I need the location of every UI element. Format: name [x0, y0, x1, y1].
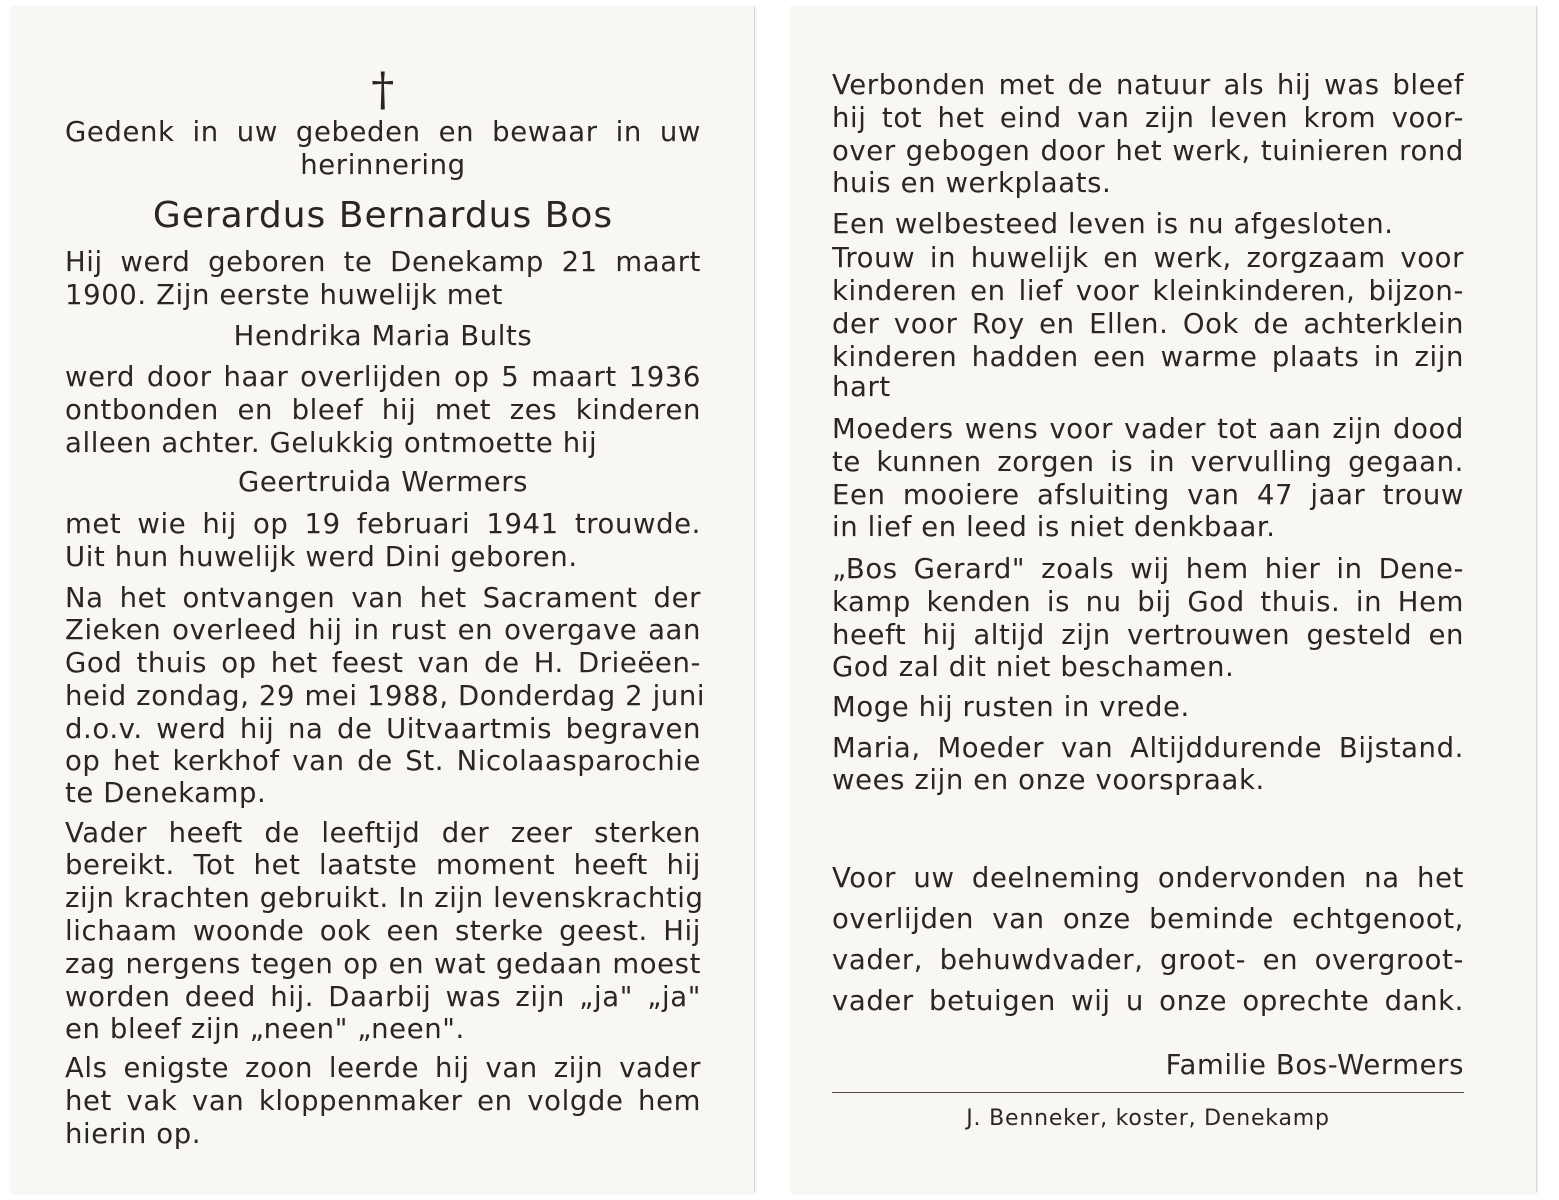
prayer-line: wees zijn en onze voorspraak.	[832, 764, 1265, 796]
thanks-line: overlijden van onze beminde echtgenoot,	[832, 903, 1464, 935]
character-line: lichaam woonde ook een sterke geest. Hij	[65, 915, 701, 947]
life-line: Trouw in huwelijk en werk, zorgzaam voor	[832, 242, 1464, 274]
nature-line: hij tot het eind van zijn leven krom voor-	[832, 102, 1464, 134]
life-line: hart	[832, 371, 891, 403]
bos-gerard-line: God zal dit niet beschamen.	[832, 651, 1235, 683]
character-line: worden deed hij. Daarbij was zijn „ja" „ja"	[65, 981, 701, 1013]
prayer-line: Maria, Moeder van Altijddurende Bijstand.	[832, 732, 1464, 764]
death-line: Na het ontvangen van het Sacrament der	[65, 582, 701, 614]
nature-line: Verbonden met de natuur als hij was bleef	[832, 69, 1464, 101]
rest-in-peace-line: Moge hij rusten in vrede.	[832, 691, 1190, 723]
character-line: Vader heeft de leeftijd der zeer sterken	[65, 817, 701, 849]
trade-line: het vak van kloppenmaker en volgde hem	[65, 1085, 701, 1117]
first-marriage-line: alleen achter. Gelukkig ontmoette hij	[65, 427, 598, 459]
death-line: heid zondag, 29 mei 1988, Donderdag 2 juni	[65, 680, 706, 712]
memorial-card-right-page	[790, 6, 1537, 1192]
first-wife-name: Hendrika Maria Bults	[233, 320, 533, 352]
first-marriage-line: werd door haar overlijden op 5 maart 1936	[65, 361, 701, 393]
second-wife-name: Geertruida Wermers	[237, 466, 529, 498]
death-line: God thuis op het feest van de H. Drieëen-	[65, 647, 701, 679]
life-line: kinderen en lief voor kleinkinderen, bijzon-	[832, 275, 1464, 307]
life-line: der voor Roy en Ellen. Ook de achterklein	[832, 308, 1464, 340]
second-marriage-line: Uit hun huwelijk werd Dini geboren.	[65, 541, 578, 573]
mother-line: Een mooiere afsluiting van 47 jaar trouw	[832, 479, 1464, 511]
character-line: bereikt. Tot het laatste moment heeft hij	[65, 849, 701, 881]
bos-gerard-line: „Bos Gerard" zoals wij hem hier in Dene-	[832, 553, 1464, 585]
mother-line: in lief en leed is niet denkbaar.	[832, 511, 1276, 543]
thanks-line: Voor uw deelneming ondervonden na het	[832, 862, 1464, 894]
first-marriage-line: ontbonden en bleef hij met zes kinderen	[65, 394, 701, 426]
divider-rule	[832, 1092, 1464, 1093]
trade-line: Als enigste zoon leerde hij van zijn vader	[65, 1052, 701, 1084]
mother-line: Moeders wens voor vader tot aan zijn dood	[832, 413, 1464, 445]
birth-line: 1900. Zijn eerste huwelijk met	[65, 279, 504, 311]
death-line: te Denekamp.	[65, 777, 267, 809]
bos-gerard-line: heeft hij altijd zijn vertrouwen gesteld en	[832, 619, 1464, 651]
death-line: Zieken overleed hij in rust en overgave aan	[65, 614, 701, 646]
bos-gerard-line: kamp kenden is nu bij God thuis. in Hem	[832, 586, 1464, 618]
birth-line: Hij werd geboren te Denekamp 21 maart	[65, 246, 701, 278]
opening-line: Gedenk in uw gebeden en bewaar in uw	[65, 116, 701, 148]
second-marriage-line: met wie hij op 19 februari 1941 trouwde.	[65, 508, 701, 540]
thanks-line: vader, behuwdvader, groot- en overgroot-	[832, 944, 1464, 976]
opening-line: herinnering	[300, 149, 466, 181]
mother-line: te kunnen zorgen is in vervulling gegaan.	[832, 446, 1464, 478]
death-line: op het kerkhof van de St. Nicolaasparochie	[65, 745, 701, 777]
cross-icon: †	[371, 62, 395, 116]
life-line: kinderen hadden een warme plaats in zijn	[832, 341, 1464, 373]
nature-line: huis en werkplaats.	[832, 167, 1112, 199]
thanks-line: vader betuigen wij u onze oprechte dank.	[832, 985, 1464, 1017]
character-line: en bleef zijn „neen" „neen".	[65, 1013, 465, 1045]
life-line: Een welbesteed leven is nu afgesloten.	[832, 208, 1394, 240]
trade-line: hierin op.	[65, 1118, 202, 1150]
printer-credit: J. Benneker, koster, Denekamp	[966, 1106, 1330, 1131]
nature-line: over gebogen door het werk, tuinieren rond	[832, 135, 1464, 167]
family-signature: Familie Bos-Wermers	[1165, 1049, 1464, 1081]
death-line: d.o.v. werd hij na de Uitvaartmis begraven	[65, 713, 701, 745]
character-line: zijn krachten gebruikt. In zijn levenskrachtig	[65, 882, 704, 914]
deceased-name: Gerardus Bernardus Bos	[152, 195, 614, 236]
character-line: zag nergens tegen op en wat gedaan moest	[65, 948, 701, 980]
memorial-card-left-page	[10, 6, 755, 1192]
